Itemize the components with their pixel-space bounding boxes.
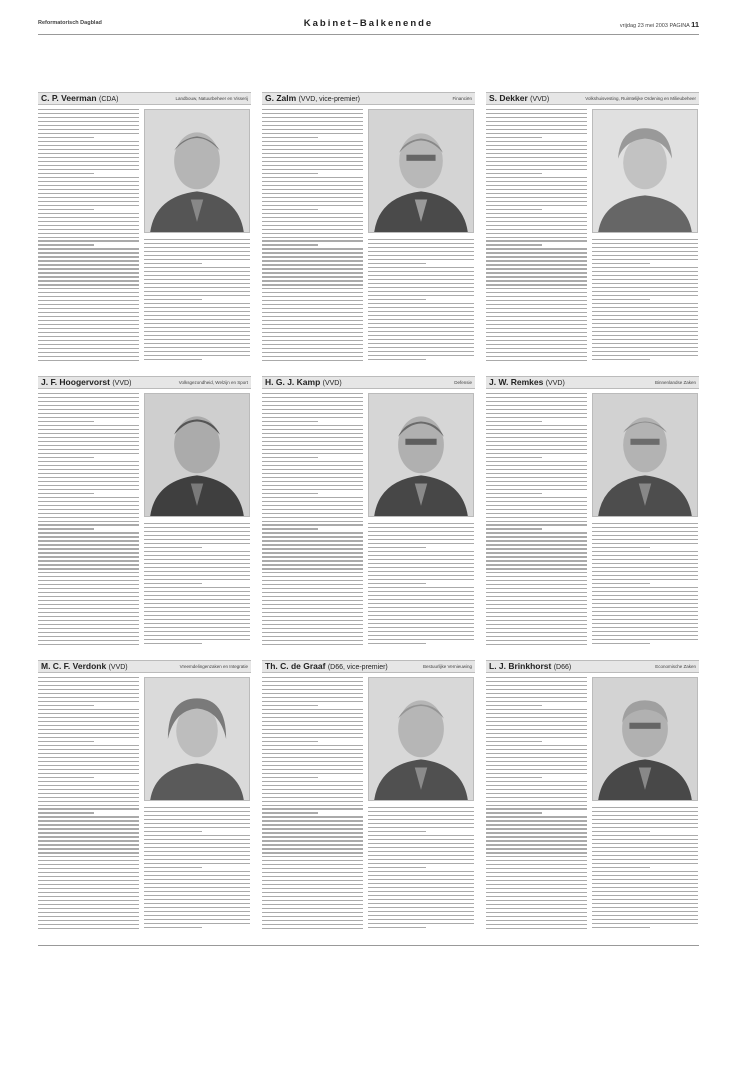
minister-party: (VVD) — [530, 96, 550, 103]
minister-portfolio: Landbouw, Natuurbeheer en Visserij — [175, 96, 248, 101]
masthead-rule — [38, 34, 699, 35]
minister-name: S. Dekker — [489, 93, 528, 103]
portrait-photo — [592, 677, 698, 801]
profile-header — [486, 660, 699, 673]
article-text — [592, 807, 698, 931]
article-text — [486, 677, 587, 932]
minister-name: H. G. J. Kamp — [265, 377, 321, 387]
minister-party: (D66) — [553, 664, 572, 671]
article-text — [38, 677, 139, 932]
minister-party: (VVD) — [322, 380, 342, 387]
minister-party: (VVD) — [108, 664, 128, 671]
portrait-photo — [368, 677, 474, 801]
portrait-photo — [592, 109, 698, 233]
article-text — [262, 109, 363, 364]
article-text — [368, 239, 474, 363]
article-text — [144, 807, 250, 931]
article-text — [368, 523, 474, 647]
article-text — [262, 677, 363, 932]
masthead — [38, 18, 699, 32]
minister-portfolio: Financiën — [452, 96, 472, 101]
profile-verdonk — [38, 660, 251, 937]
bottom-rule — [38, 945, 699, 946]
profile-header — [486, 92, 699, 105]
portrait-photo — [592, 393, 698, 517]
minister-name: J. F. Hoogervorst — [41, 377, 110, 387]
minister-portfolio: Vreemdelingenzaken en Integratie — [179, 664, 248, 669]
issue-date: vrijdag 23 mei 2003 — [619, 23, 668, 29]
newspaper-name: Reformatorisch Dagblad — [38, 20, 102, 26]
portrait-photo — [144, 393, 250, 517]
profile-dekker — [486, 92, 699, 369]
profile-header — [486, 376, 699, 389]
minister-portfolio: Volkshuisvesting, Ruimtelijke Ordening en Milieubeheer — [585, 96, 696, 101]
minister-party: (D66, vice-premier) — [327, 664, 388, 671]
minister-portfolio: Volksgezondheid, Welzijn en Sport — [178, 380, 248, 385]
profile-header — [38, 660, 251, 673]
profile-header — [38, 376, 251, 389]
portrait-photo — [144, 109, 250, 233]
page-number: 11 — [691, 20, 699, 29]
minister-name: L. J. Brinkhorst — [489, 661, 552, 671]
portrait-photo — [144, 677, 250, 801]
profile-header — [262, 92, 475, 105]
minister-name: G. Zalm — [265, 93, 297, 103]
profile-header — [262, 660, 475, 673]
profile-de-graaf — [262, 660, 475, 937]
minister-portfolio: Bestuurlijke Vernieuwing — [422, 664, 472, 669]
profile-kamp — [262, 376, 475, 653]
minister-name: M. C. F. Verdonk — [41, 661, 107, 671]
article-text — [592, 523, 698, 647]
article-text — [486, 109, 587, 364]
profile-brinkhorst — [486, 660, 699, 937]
minister-portfolio: Binnenlandse Zaken — [654, 380, 696, 385]
minister-name: Th. C. de Graaf — [265, 661, 326, 671]
article-text — [368, 807, 474, 931]
minister-party: (VVD, vice-premier) — [298, 96, 361, 103]
profile-header — [262, 376, 475, 389]
minister-name: C. P. Veerman — [41, 93, 97, 103]
minister-party: (VVD) — [112, 380, 132, 387]
minister-name: J. W. Remkes — [489, 377, 544, 387]
minister-portfolio: Economische Zaken — [655, 664, 696, 669]
article-text — [486, 393, 587, 648]
page-label: PAGINA — [669, 23, 690, 29]
article-text — [144, 239, 250, 363]
article-text — [262, 393, 363, 648]
article-text — [38, 393, 139, 648]
minister-portfolio: Defensie — [454, 380, 472, 385]
profile-hoogervorst — [38, 376, 251, 653]
section-title: Kabinet–Balkenende — [303, 18, 434, 29]
article-text — [144, 523, 250, 647]
portrait-photo — [368, 393, 474, 517]
profile-veerman — [38, 92, 251, 369]
profile-remkes — [486, 376, 699, 653]
profile-zalm — [262, 92, 475, 369]
article-text — [592, 239, 698, 363]
portrait-photo — [368, 109, 474, 233]
minister-party: (VVD) — [545, 380, 565, 387]
minister-party: (CDA) — [98, 96, 119, 103]
article-text — [38, 109, 139, 364]
date-line — [620, 20, 699, 29]
profile-header — [38, 92, 251, 105]
